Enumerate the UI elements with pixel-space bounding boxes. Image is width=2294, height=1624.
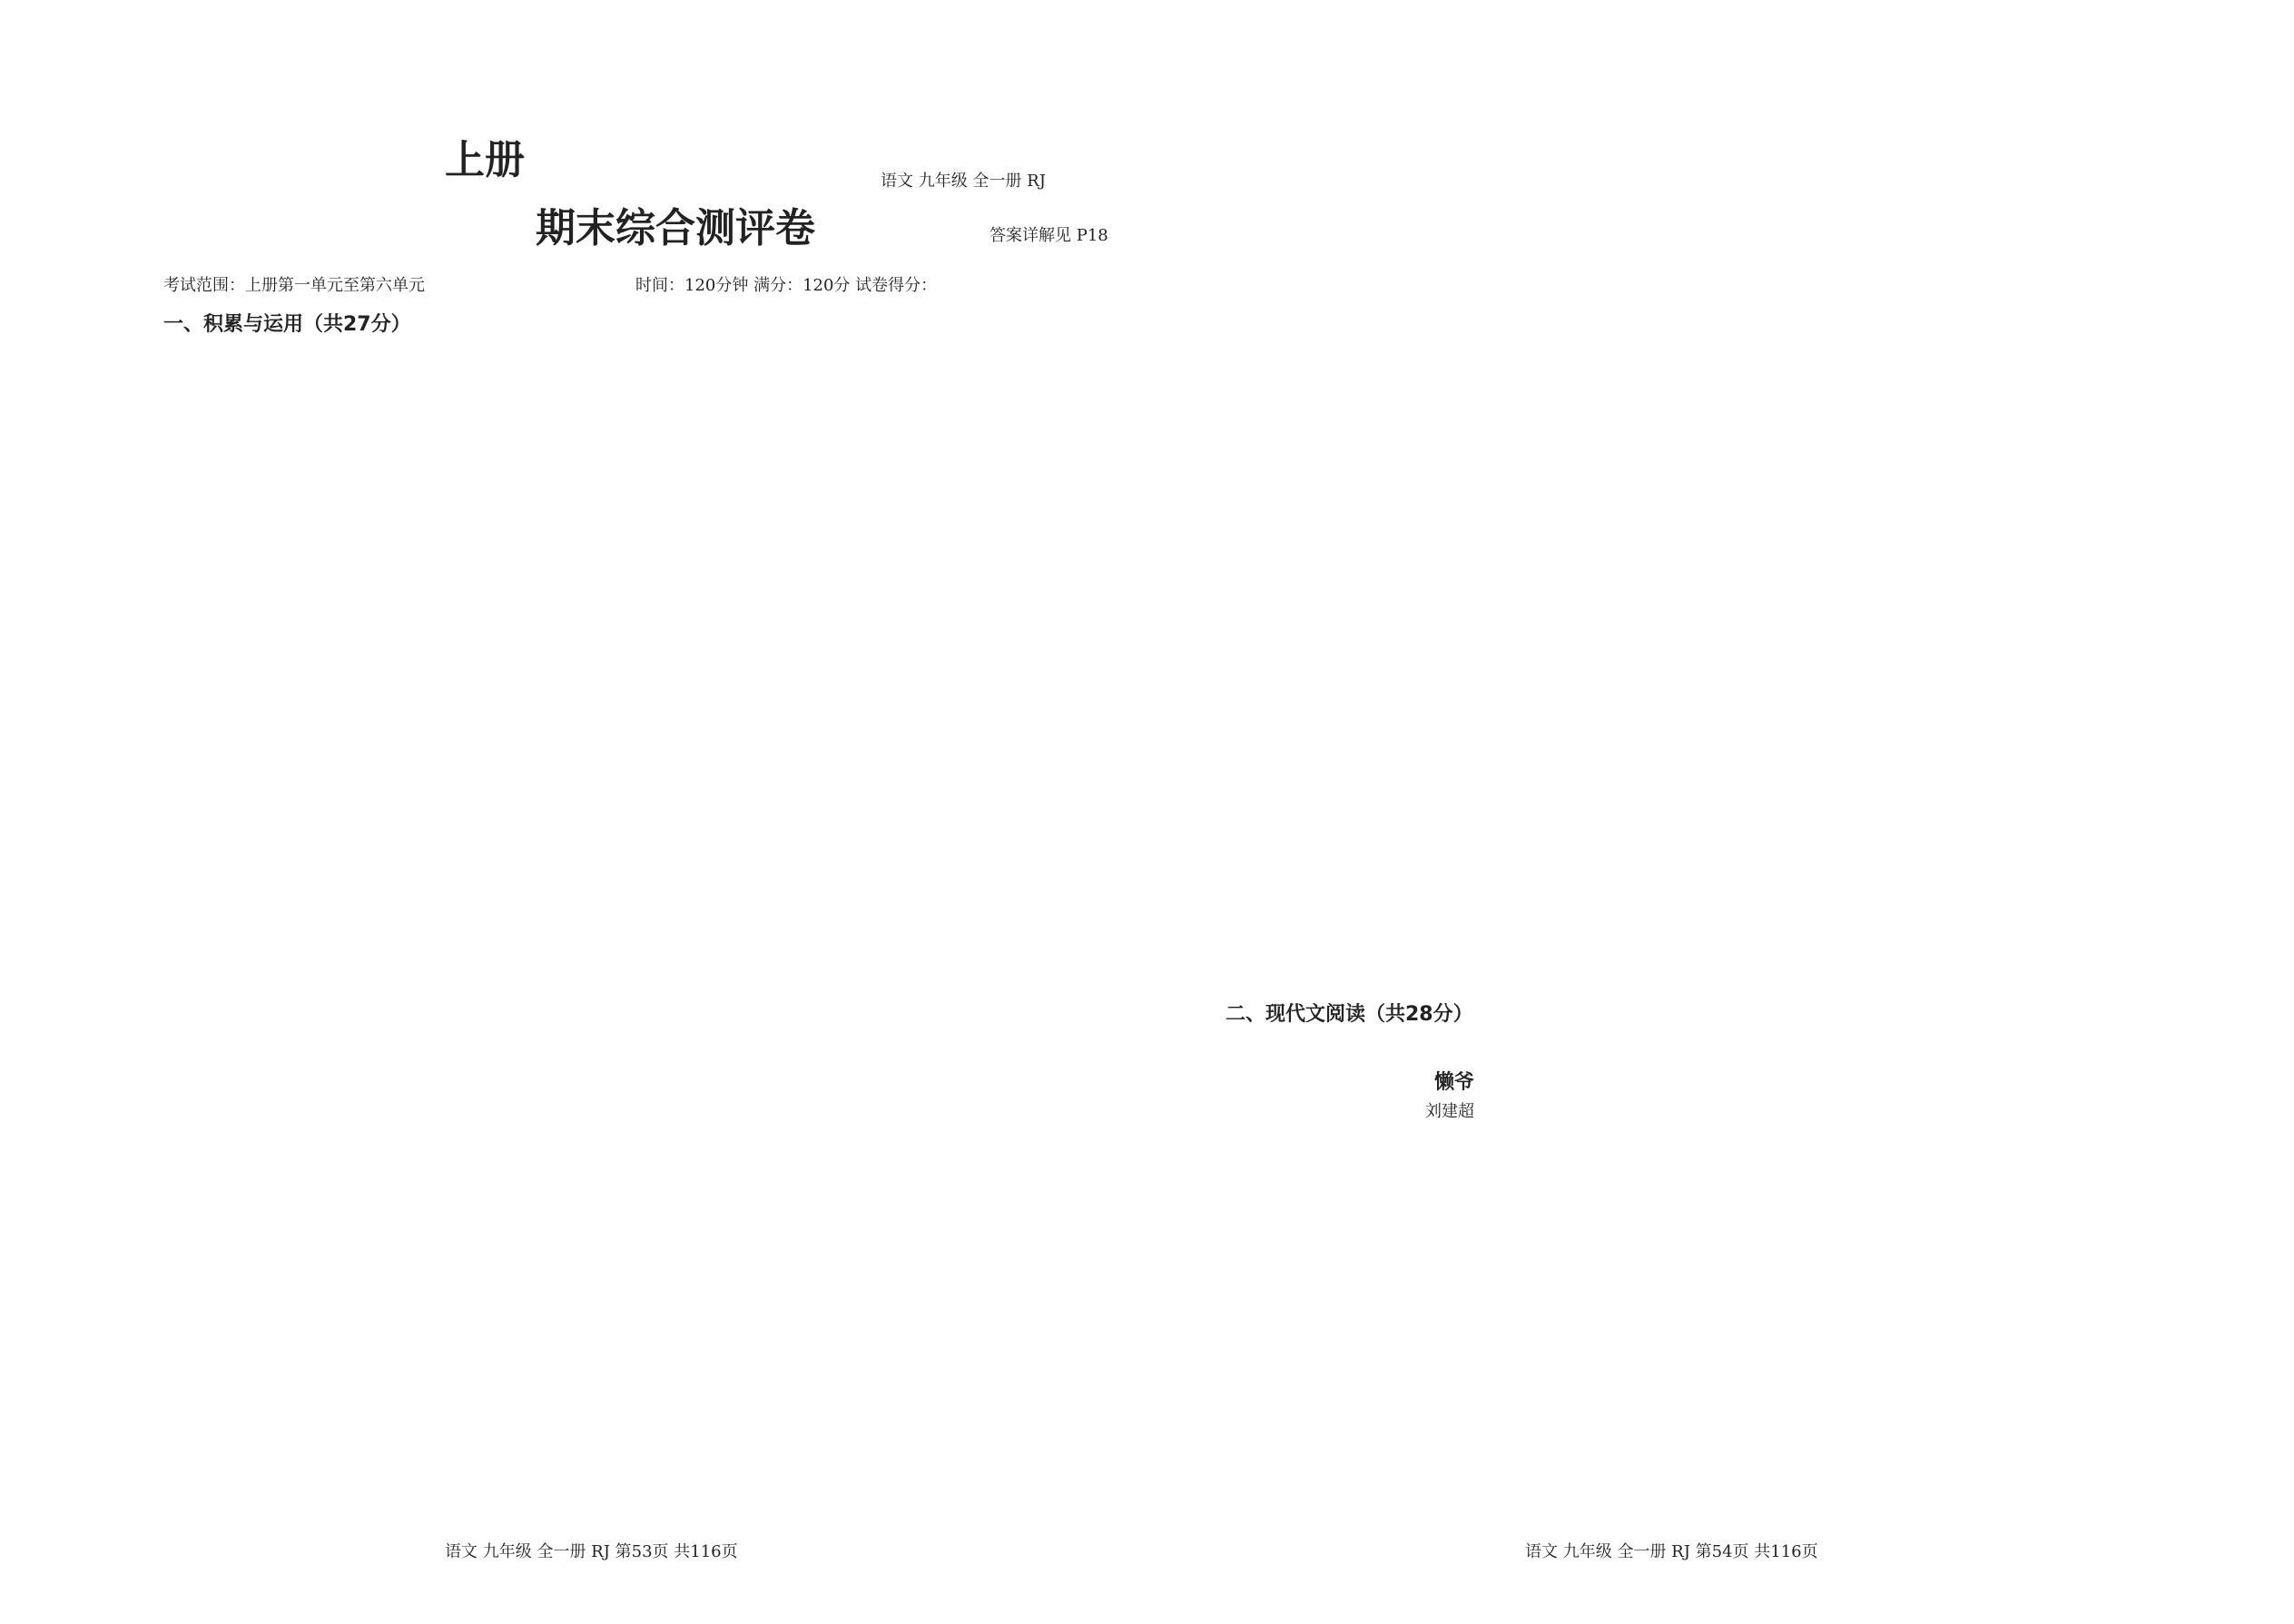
story-title: 懒爷 <box>1434 1071 1475 1094</box>
section-2: 二、现代文阅读（共28分） <box>1226 1003 1473 1026</box>
score: 时间：120分钟 满分：120分 试卷得分： <box>635 276 938 295</box>
page-title: 期末综合测评卷 <box>536 205 815 251</box>
footer-left: 语文 九年级 全一册 RJ 第53页 共116页 <box>445 1542 738 1561</box>
scope: 考试范围：上册第一单元至第六单元 <box>163 276 425 295</box>
answer-ref: 答案详解见 P18 <box>989 226 1108 245</box>
volume: 上册 <box>445 137 525 183</box>
meta: 语文 九年级 全一册 RJ <box>881 172 1046 191</box>
footer-right: 语文 九年级 全一册 RJ 第54页 共116页 <box>1525 1542 1818 1561</box>
author: 刘建超 <box>1425 1102 1474 1121</box>
section-1: 一、积累与运用（共27分） <box>163 313 411 336</box>
